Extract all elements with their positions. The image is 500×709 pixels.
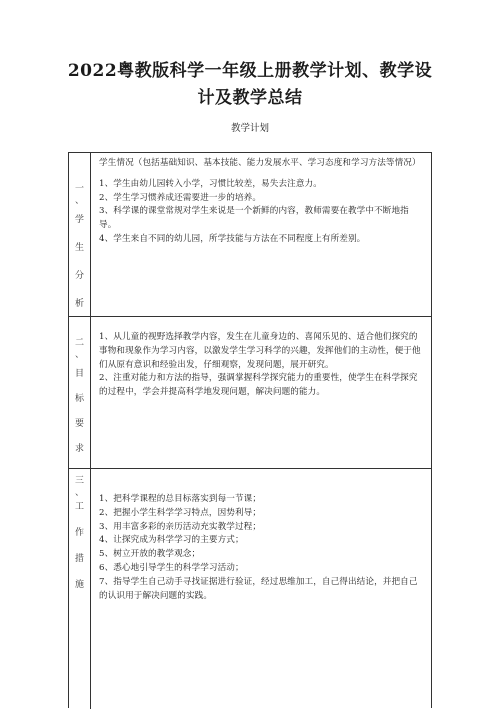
list-item: 2、注重对能力和方法的指导，强调掌握科学探究能力的重要性，使学生在科学探究的过程中，学会并提高科学地发现问题，解决问题的能力。 — [99, 373, 418, 398]
list-item: 4、学生来自不同的幼儿园，所学技能与方法在不同程度上有所差别。 — [99, 233, 366, 244]
row-label-measures — [69, 469, 91, 709]
list-item: 1、从儿童的视野选择教学内容，发生在儿童身边的、喜闻乐见的、适合他们探究的事物和现象作为学习内容，以激发学生学习科学的兴趣，发挥他们的主动性，便于他们从原有意识和经验出发，仔细观察，发现问题，展开研究。 — [99, 332, 421, 370]
row-label-char: 二 — [74, 338, 84, 348]
row-label-char: 析 — [74, 299, 84, 309]
row-label-char: 、 — [74, 350, 84, 360]
list-item: 1、学生由幼儿园转入小学，习惯比较差，易失去注意力。 — [99, 178, 322, 189]
list-item: 2、学生学习惯养成还需要进一步的培养。 — [99, 192, 262, 203]
row-label-char: 学 — [74, 215, 84, 225]
row-label-char: 、 — [74, 488, 84, 498]
row-label-char: 要 — [74, 419, 84, 429]
row-label-char: 施 — [74, 580, 84, 590]
row-label-char: 标 — [74, 394, 84, 404]
row-label-student-analysis — [69, 153, 91, 316]
list-item: 1、把科学课程的总目标落实到每一节课； — [99, 494, 262, 504]
student-situation-lead: 学生情况（包括基础知识、基本技能、能力发展水平、学习态度和学习方法等情况） — [99, 158, 421, 168]
row-label-char: 生 — [74, 243, 84, 253]
row-label-char: 作 — [74, 528, 84, 538]
table-row-student-analysis — [69, 153, 431, 317]
list-item: 2、把握小学生科学学习特点，因势利导； — [99, 507, 262, 518]
row-content-objectives — [99, 331, 423, 400]
row-label-char: 目 — [74, 369, 84, 379]
list-item: 4、让探究成为科学学习的主要方式； — [99, 535, 244, 546]
row-label-char: 工 — [74, 502, 84, 512]
teaching-plan-table — [68, 152, 432, 708]
row-label-char: 、 — [74, 196, 84, 206]
row-content-student-analysis — [99, 157, 423, 247]
row-label-char: 一 — [74, 184, 84, 194]
row-label-objectives — [69, 317, 91, 468]
list-item: 6、悉心地引导学生的科学学习活动； — [99, 562, 244, 573]
document-subtitle: 教学计划 — [230, 123, 269, 134]
row-label-char: 分 — [74, 271, 84, 281]
list-item: 3、用丰富多彩的亲历活动充实教学过程； — [99, 521, 262, 532]
row-label-char: 措 — [74, 554, 84, 564]
list-item: 7、指导学生自己动手寻找证据进行验证，经过思维加工，自己得出结论，并把自己的认识用于解决问题的实践。 — [99, 576, 418, 601]
row-label-char: 求 — [74, 444, 84, 454]
row-content-measures — [99, 493, 423, 603]
row-label-char: 三 — [74, 476, 84, 486]
list-item: 5、树立开放的教学观念； — [99, 549, 201, 560]
document-title: 2022粤教版科学一年级上册教学计划、教学设计及教学总结 — [67, 61, 433, 108]
list-item: 3、科学课的课堂常规对学生来说是一个新鲜的内容，教师需要在教学中不断地指导。 — [99, 206, 409, 231]
table-row-objectives — [69, 317, 431, 469]
table-row-measures — [69, 469, 431, 709]
